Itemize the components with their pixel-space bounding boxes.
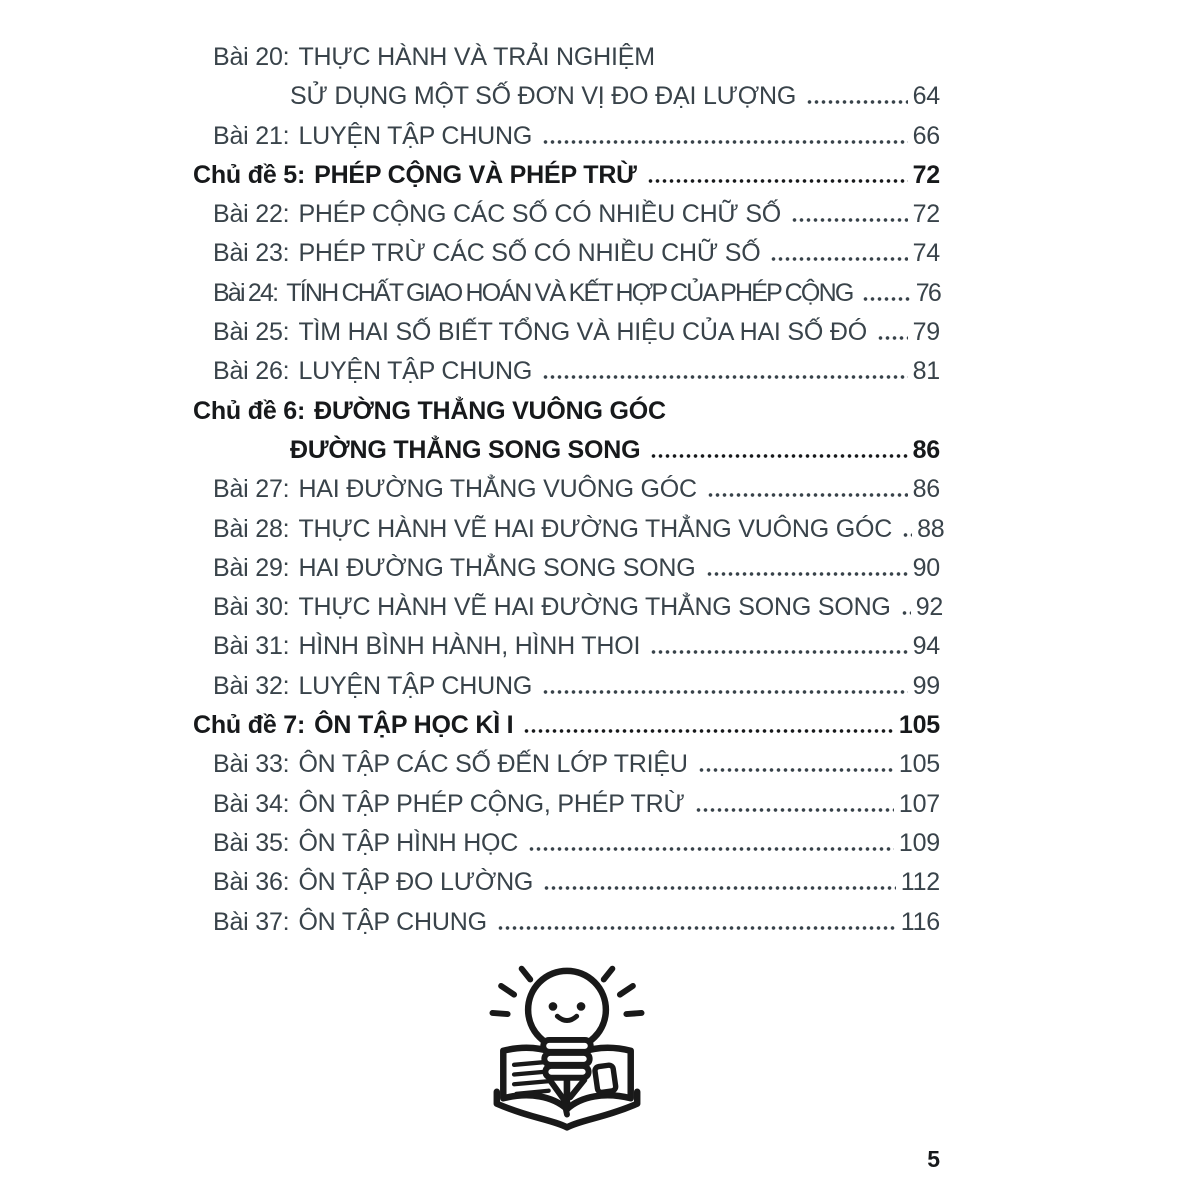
toc-entry-label: Bài 30: xyxy=(213,593,290,622)
toc-entry-label: Bài 26: xyxy=(213,357,290,386)
toc-chapter-continuation xyxy=(193,431,940,470)
toc-dot-leader xyxy=(542,139,908,145)
toc-page-number: 76 xyxy=(915,278,940,307)
toc-chapter-entry xyxy=(193,392,940,431)
toc-entry-label: Bài 28: xyxy=(213,514,290,543)
toc-entry xyxy=(193,785,940,824)
toc-entry-title: THỰC HÀNH VẼ HAI ĐƯỜNG THẲNG SONG SONG xyxy=(298,593,891,622)
toc-entry xyxy=(193,117,940,156)
toc-entry xyxy=(193,38,940,77)
toc-entry xyxy=(193,352,940,391)
toc-entry-title: HAI ĐƯỜNG THẲNG VUÔNG GÓC xyxy=(298,475,697,504)
toc-entry xyxy=(193,588,944,627)
toc-entry xyxy=(193,470,940,509)
decorative-illustration xyxy=(193,962,940,1146)
toc-entry-title: ÔN TẬP CHUNG xyxy=(298,907,487,936)
toc-dot-leader xyxy=(877,335,908,341)
toc-page-number: 90 xyxy=(912,553,940,582)
toc-entry xyxy=(193,549,940,588)
table-of-contents xyxy=(193,38,945,942)
toc-dot-leader xyxy=(647,178,908,184)
toc-entry-label: Chủ đề 5: xyxy=(193,160,306,189)
toc-page-number: 72 xyxy=(912,200,940,229)
toc-entry-title: HÌNH BÌNH HÀNH, HÌNH THOI xyxy=(298,632,641,661)
toc-entry-title: TÍNH CHẤT GIAO HOÁN VÀ KẾT HỢP CỦA PHÉP CỘNG xyxy=(286,278,853,307)
toc-entry-label: Bài 22: xyxy=(213,200,290,229)
toc-dot-leader xyxy=(901,610,911,616)
toc-dot-leader xyxy=(770,256,907,262)
toc-dot-leader xyxy=(698,767,894,773)
toc-entry-continuation xyxy=(193,77,940,116)
toc-entry-label: Bài 33: xyxy=(213,750,290,779)
toc-dot-leader xyxy=(902,532,912,538)
bulb-face xyxy=(528,971,606,1049)
page-number: 5 xyxy=(927,1146,940,1172)
toc-page-number: 105 xyxy=(898,750,940,779)
toc-page-number: 109 xyxy=(898,828,940,857)
toc-entry xyxy=(193,667,940,706)
toc-entry-title: ÔN TẬP ĐO LƯỜNG xyxy=(298,868,534,897)
toc-page-number: 81 xyxy=(912,357,940,386)
toc-entry-title: LUYỆN TẬP CHUNG xyxy=(298,121,533,150)
toc-entry-label: Bài 23: xyxy=(213,239,290,268)
toc-entry xyxy=(193,234,940,273)
toc-entry-label: Bài 34: xyxy=(213,789,290,818)
toc-entry-label: Bài 37: xyxy=(213,907,290,936)
toc-page-number: 72 xyxy=(912,160,940,189)
toc-entry-label: Bài 25: xyxy=(213,318,290,347)
toc-dot-leader xyxy=(707,492,908,498)
toc-page-number: 74 xyxy=(912,239,940,268)
toc-page-number: 105 xyxy=(898,711,940,740)
toc-page-number: 79 xyxy=(912,318,940,347)
toc-entry-label: Bài 31: xyxy=(213,632,290,661)
toc-entry-title: TÌM HAI SỐ BIẾT TỔNG VÀ HIỆU CỦA HAI SỐ ĐÓ xyxy=(298,318,867,347)
toc-entry xyxy=(193,745,940,784)
toc-dot-leader xyxy=(542,689,908,695)
toc-dot-leader xyxy=(650,649,907,655)
toc-page-number: 64 xyxy=(912,82,940,111)
toc-page-number: 116 xyxy=(900,907,940,936)
toc-entry-label: Bài 27: xyxy=(213,475,290,504)
toc-entry-title: ĐƯỜNG THẲNG SONG SONG xyxy=(290,435,641,464)
toc-dot-leader xyxy=(497,925,896,931)
toc-entry-title: ĐƯỜNG THẲNG VUÔNG GÓC xyxy=(314,396,666,425)
toc-entry-title: LUYỆN TẬP CHUNG xyxy=(298,357,533,386)
toc-entry-title: PHÉP CỘNG CÁC SỐ CÓ NHIỀU CHỮ SỐ xyxy=(298,200,782,229)
toc-entry xyxy=(193,313,940,352)
toc-dot-leader xyxy=(806,99,907,105)
toc-entry-title: THỰC HÀNH VÀ TRẢI NGHIỆM xyxy=(298,43,655,71)
toc-entry-label: Bài 29: xyxy=(213,553,290,582)
toc-entry-title: PHÉP CỘNG VÀ PHÉP TRỪ xyxy=(314,160,637,189)
toc-entry xyxy=(193,195,940,234)
light-rays xyxy=(492,969,641,1014)
toc-entry xyxy=(193,863,940,902)
toc-dot-leader xyxy=(706,571,908,577)
toc-entry-title: HAI ĐƯỜNG THẲNG SONG SONG xyxy=(298,553,696,582)
toc-page-number: 112 xyxy=(900,868,940,897)
toc-entry-label: Bài 32: xyxy=(213,671,290,700)
toc-dot-leader xyxy=(791,217,908,223)
toc-entry xyxy=(193,510,945,549)
toc-entry-label: Chủ đề 7: xyxy=(193,711,306,740)
toc-dot-leader xyxy=(542,374,908,380)
toc-dot-leader xyxy=(650,453,907,459)
toc-entry xyxy=(193,627,940,666)
toc-page-number: 94 xyxy=(912,632,940,661)
toc-entry-title: THỰC HÀNH VẼ HAI ĐƯỜNG THẲNG VUÔNG GÓC xyxy=(298,514,893,543)
toc-entry xyxy=(193,824,940,863)
toc-entry-label: Bài 20: xyxy=(213,43,290,71)
toc-entry-label: Bài 24: xyxy=(213,278,278,307)
toc-entry-label: Bài 36: xyxy=(213,868,290,897)
toc-entry-title: ÔN TẬP PHÉP CỘNG, PHÉP TRỪ xyxy=(298,789,685,818)
toc-page-number: 86 xyxy=(912,475,940,504)
toc-chapter-entry xyxy=(193,706,940,745)
toc-page-number: 86 xyxy=(912,435,940,464)
toc-entry xyxy=(193,903,940,942)
toc-page-number: 99 xyxy=(912,671,940,700)
toc-entry-label: Bài 21: xyxy=(213,121,290,150)
toc-dot-leader xyxy=(528,846,894,852)
toc-page-number: 92 xyxy=(915,593,944,622)
toc-entry-title: PHÉP TRỪ CÁC SỐ CÓ NHIỀU CHỮ SỐ xyxy=(298,239,761,268)
toc-entry-title: SỬ DỤNG MỘT SỐ ĐƠN VỊ ĐO ĐẠI LƯỢNG xyxy=(290,82,797,111)
toc-entry-title: LUYỆN TẬP CHUNG xyxy=(298,671,533,700)
toc-page-number: 88 xyxy=(917,514,945,543)
toc-entry-label: Bài 35: xyxy=(213,828,290,857)
toc-entry xyxy=(193,274,940,313)
toc-dot-leader xyxy=(523,728,893,734)
toc-dot-leader xyxy=(543,885,896,891)
toc-page-number: 66 xyxy=(912,121,940,150)
toc-entry-title: ÔN TẬP HÌNH HỌC xyxy=(298,828,519,857)
toc-dot-leader xyxy=(695,807,894,813)
toc-chapter-entry xyxy=(193,156,940,195)
lightbulb-book-icon xyxy=(486,962,648,1146)
toc-dot-leader xyxy=(862,296,910,302)
bulb-base xyxy=(543,1040,591,1115)
toc-entry-label: Chủ đề 6: xyxy=(193,396,306,425)
toc-page-number: 107 xyxy=(898,789,940,818)
toc-entry-title: ÔN TẬP CÁC SỐ ĐẾN LỚP TRIỆU xyxy=(298,750,688,779)
toc-entry-title: ÔN TẬP HỌC KÌ I xyxy=(314,711,514,740)
